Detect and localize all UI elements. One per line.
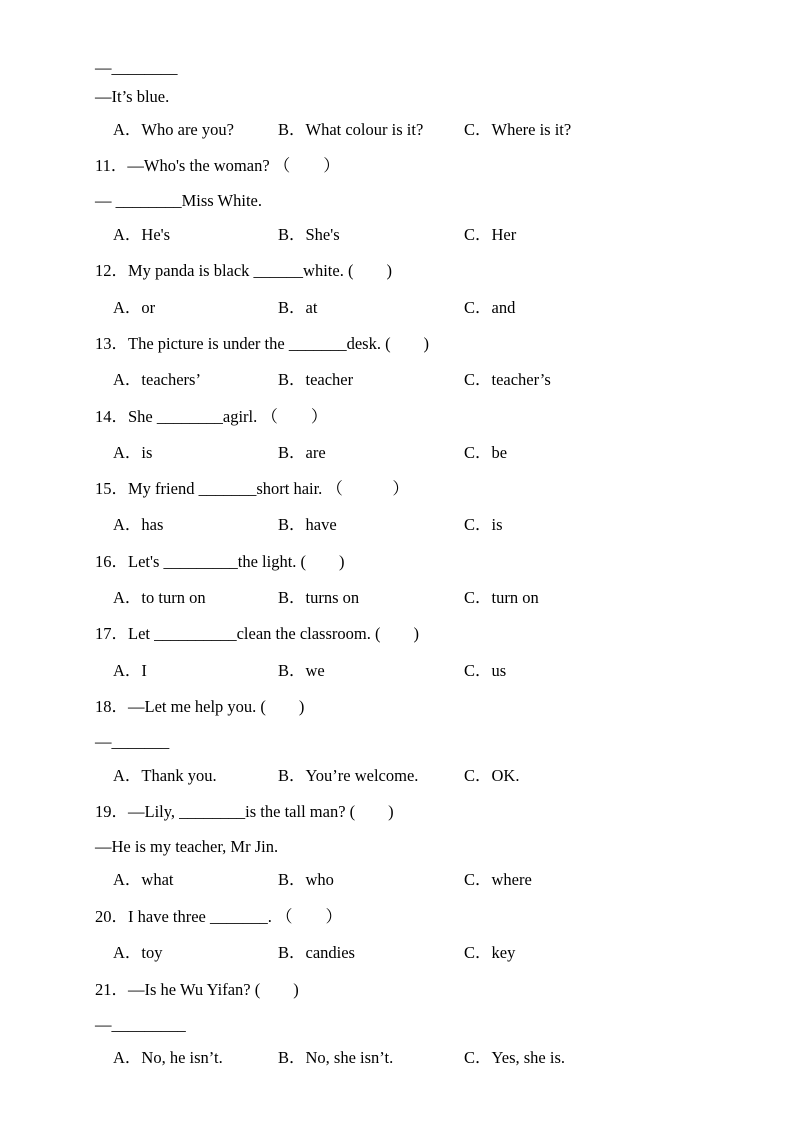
option-a: A．Who are you? — [113, 120, 234, 139]
option-c: C．us — [464, 661, 507, 680]
option-c: C．be — [464, 443, 508, 462]
option-a: A．teachers’ — [113, 370, 201, 389]
option-b: B．What colour is it? — [278, 120, 424, 139]
option-a: A．what — [113, 870, 174, 889]
option-c: C．Yes, she is. — [464, 1048, 566, 1067]
option-b: B．candies — [278, 943, 355, 962]
question-11-response: — ________Miss White. — [95, 191, 262, 210]
question-11: 11．—Who's the woman? （ ） — [95, 156, 340, 175]
option-c: C．turn on — [464, 588, 539, 607]
option-a: A．Thank you. — [113, 766, 217, 785]
option-c: C．Her — [464, 225, 517, 244]
option-b: B．who — [278, 870, 334, 889]
question-17: 17．Let __________clean the classroom. ( ) — [95, 624, 419, 643]
question-14: 14．She ________agirl. （ ） — [95, 407, 328, 426]
option-a: A．I — [113, 661, 147, 680]
option-a: A．He's — [113, 225, 171, 244]
option-b: B．have — [278, 515, 337, 534]
question-13: 13．The picture is under the _______desk. ( ) — [95, 334, 430, 353]
option-b: B．we — [278, 661, 325, 680]
option-a: A．No, he isn’t. — [113, 1048, 223, 1067]
option-a: A．is — [113, 443, 153, 462]
option-b: B．You’re welcome. — [278, 766, 419, 785]
question-21: 21．—Is he Wu Yifan? ( ) — [95, 980, 299, 999]
option-c: C．Where is it? — [464, 120, 572, 139]
question-18: 18．—Let me help you. ( ) — [95, 697, 305, 716]
option-a: A．to turn on — [113, 588, 206, 607]
option-b: B．She's — [278, 225, 340, 244]
question-12: 12．My panda is black ______white. ( ) — [95, 261, 392, 280]
option-b: B．turns on — [278, 588, 360, 607]
question-19: 19．—Lily, ________is the tall man? ( ) — [95, 802, 394, 821]
question-15: 15．My friend _______short hair. （ ） — [95, 479, 409, 498]
option-a: A．or — [113, 298, 156, 317]
option-b: B．No, she isn’t. — [278, 1048, 394, 1067]
question-19-response: —He is my teacher, Mr Jin. — [95, 837, 279, 856]
option-a: A．toy — [113, 943, 163, 962]
option-c: C．teacher’s — [464, 370, 551, 389]
option-c: C．where — [464, 870, 532, 889]
question-21-response: —_________ — [95, 1015, 186, 1034]
option-c: C．OK. — [464, 766, 520, 785]
option-c: C．key — [464, 943, 516, 962]
question-16: 16．Let's _________the light. ( ) — [95, 552, 345, 571]
option-b: B．at — [278, 298, 318, 317]
question-18-response: —_______ — [95, 732, 170, 751]
option-b: B．are — [278, 443, 326, 462]
option-b: B．teacher — [278, 370, 354, 389]
question-20: 20．I have three _______. （ ） — [95, 907, 342, 926]
option-a: A．has — [113, 515, 164, 534]
option-c: C．is — [464, 515, 503, 534]
answer-blank-line: —________ — [95, 58, 178, 77]
option-c: C．and — [464, 298, 516, 317]
response-line: —It’s blue. — [95, 87, 170, 106]
